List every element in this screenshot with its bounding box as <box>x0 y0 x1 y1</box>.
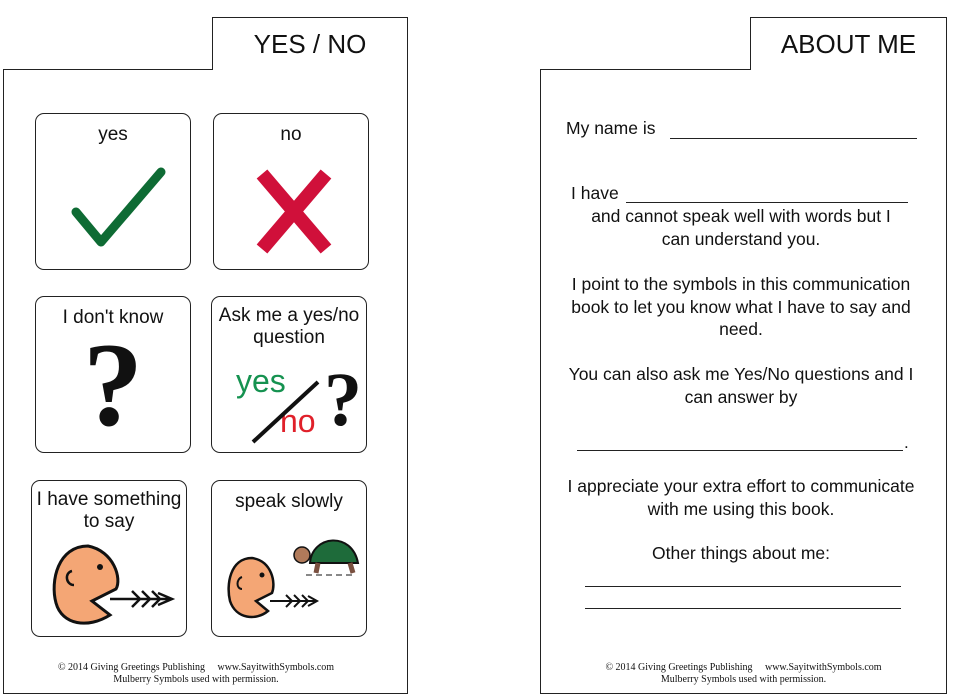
other-things-label: Other things about me: <box>651 543 831 563</box>
name-blank[interactable] <box>670 138 917 139</box>
slash-icon <box>248 377 328 447</box>
tile-label: no <box>280 124 302 145</box>
tile-label: I have something to say <box>36 489 182 532</box>
tile-label: yes <box>98 124 128 145</box>
tile-ask-yes-no-question[interactable] <box>211 296 367 453</box>
name-label: My name is <box>566 118 656 138</box>
question-mark-icon: ? <box>83 318 143 451</box>
speaking-head-icon <box>48 541 178 631</box>
no-word: no <box>280 403 316 439</box>
tile-label: I don't know <box>62 307 164 328</box>
tile-i-dont-know[interactable] <box>35 296 191 453</box>
paragraph-understand: and cannot speak well with words but I can understand you. <box>591 206 891 249</box>
yes-no-tab: YES / NO <box>212 17 408 70</box>
paragraph-yes-no: You can also ask me Yes/No questions and I can answer by <box>568 364 914 407</box>
question-mark-icon: ? <box>324 358 362 442</box>
yes-word: yes <box>236 363 286 399</box>
answer-blank[interactable] <box>577 450 903 451</box>
other-blank-1[interactable] <box>585 586 901 587</box>
tile-speak-slowly[interactable] <box>211 480 367 637</box>
tile-yes[interactable] <box>35 113 191 270</box>
other-blank-2[interactable] <box>585 608 901 609</box>
tile-no[interactable] <box>213 113 369 270</box>
paragraph-appreciate: I appreciate your extra effort to communicate with me using this book. <box>567 476 915 519</box>
tile-label: speak slowly <box>235 491 343 512</box>
x-mark-icon <box>254 169 334 254</box>
paragraph-symbols: I point to the symbols in this communication book to let you know what I have to say and need. <box>571 274 911 339</box>
tile-something-to-say[interactable] <box>31 480 187 637</box>
tile-label: Ask me a yes/no question <box>218 305 360 348</box>
about-me-tab: ABOUT ME <box>750 17 947 70</box>
condition-blank[interactable] <box>626 202 908 203</box>
copyright-footer: © 2014 Giving Greetings Publishing www.SayitwithSymbols.com Mulberry Symbols used with permission. <box>605 662 882 685</box>
have-label: I have <box>571 183 619 203</box>
copyright-footer: © 2014 Giving Greetings Publishing www.SayitwithSymbols.com Mulberry Symbols used with permission. <box>57 662 335 685</box>
period: . <box>904 433 909 452</box>
speaking-slowly-turtle-icon <box>222 523 367 633</box>
checkmark-icon <box>66 164 166 254</box>
